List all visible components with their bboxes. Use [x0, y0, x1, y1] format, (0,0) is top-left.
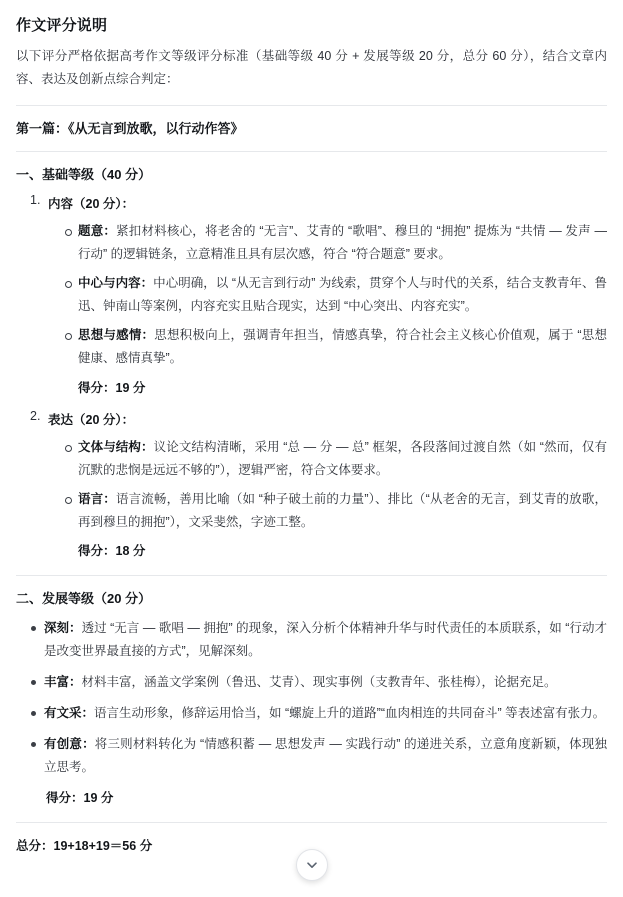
list-item [64, 272, 607, 318]
divider [16, 575, 607, 576]
point-text: 将三则材料转化为 “情感积蓄 — 思想发声 — 实践行动” 的递进关系，立意角度新颖，体现独立思考。 [44, 737, 607, 775]
chevron-down-icon [305, 858, 319, 872]
point-label: 题意： [78, 223, 117, 238]
divider [16, 151, 607, 152]
score-expression: 得分：18 分 [78, 544, 146, 558]
score-content: 得分：19 分 [78, 380, 146, 395]
point-text: 语言生动形象，修辞运用恰当，如 “螺旋上升的道路”“血肉相连的共同奋斗” 等表述富有张力。 [94, 705, 606, 720]
point-label: 思想与感情： [78, 328, 155, 343]
intro-paragraph: 以下评分严格依据高考作文等级评分标准（基础等级 40 分 + 发展等级 20 分，总分 60 分），结合文章内容、表达及创新点综合判定： [16, 49, 607, 87]
list-item [64, 488, 607, 534]
point-label: 丰富： [44, 674, 82, 689]
point-label: 深刻： [44, 620, 82, 635]
divider [16, 822, 607, 823]
point-text: 紧扣材料核心，将老舍的 “无言”、艾青的 “歌唱”、穆旦的 “拥抱” 提炼为 “共情 — 发声 — 行动” 的逻辑链条，立意精准且具有层次感，符合 “符合题意” 要求。 [78, 223, 607, 261]
section-heading-development: 二、发展等级（20 分） [16, 590, 152, 606]
list-item [30, 702, 607, 725]
point-label: 有文采： [44, 705, 95, 720]
group-title: 表达（20 分）： [48, 413, 135, 427]
point-text: 材料丰富，涵盖文学案例（鲁迅、艾青）、现实事例（支教青年、张桂梅），论据充足。 [81, 674, 557, 689]
point-text: 中心明确，以 “从无言到行动” 为线索，贯穿个人与时代的关系，结合支教青年、鲁迅、钟南山等案例，内容充实且贴合现实，达到 “中心突出、内容充实”。 [78, 276, 607, 314]
group-title: 内容（20 分）： [48, 197, 135, 212]
point-text: 语言流畅，善用比喻（如 “种子破土前的力量”）、排比（“从老舍的无言，到艾青的放歌，再到穆旦的拥抱”），文采斐然，字迹工整。 [78, 491, 607, 529]
list-item [30, 617, 607, 663]
point-label: 文体与结构： [78, 439, 154, 454]
point-text: 透过 “无言 — 歌唱 — 拥抱” 的现象，深入分析个体精神升华与时代责任的本质联系，如 “行动才是改变世界最直接的方式”，见解深刻。 [44, 620, 607, 658]
point-text: 议论文结构清晰，采用 “总 — 分 — 总” 框架，各段落间过渡自然（如 “然而，仅有沉默的悲悯是远远不够的”），逻辑严密，符合文体要求。 [78, 439, 607, 477]
list-item [30, 193, 607, 399]
list-item [64, 220, 607, 266]
list-item [30, 409, 607, 563]
score-development: 得分：19 分 [46, 791, 114, 806]
point-list [48, 220, 607, 371]
section-heading-basic: 一、基础等级（40 分） [16, 167, 152, 183]
list-item [30, 671, 607, 694]
development-point-list [16, 617, 607, 780]
list-item [30, 733, 607, 779]
list-item [64, 324, 607, 370]
basic-group-list [16, 193, 607, 562]
essay-heading: 第一篇：《从无言到放歌，以行动作答》 [16, 121, 244, 137]
list-item [64, 436, 607, 482]
divider [16, 105, 607, 106]
page-title: 作文评分说明 [16, 17, 108, 34]
point-label: 语言： [78, 491, 116, 506]
scroll-down-button[interactable] [296, 849, 328, 881]
point-list [48, 436, 607, 535]
point-label: 中心与内容： [78, 276, 154, 290]
point-label: 有创意： [44, 737, 95, 751]
total-score: 总分：19+18+19＝56 分 [16, 838, 153, 853]
point-text: 思想积极向上，强调青年担当，情感真挚，符合社会主义核心价值观，属于 “思想健康、感情真挚”。 [78, 328, 607, 366]
